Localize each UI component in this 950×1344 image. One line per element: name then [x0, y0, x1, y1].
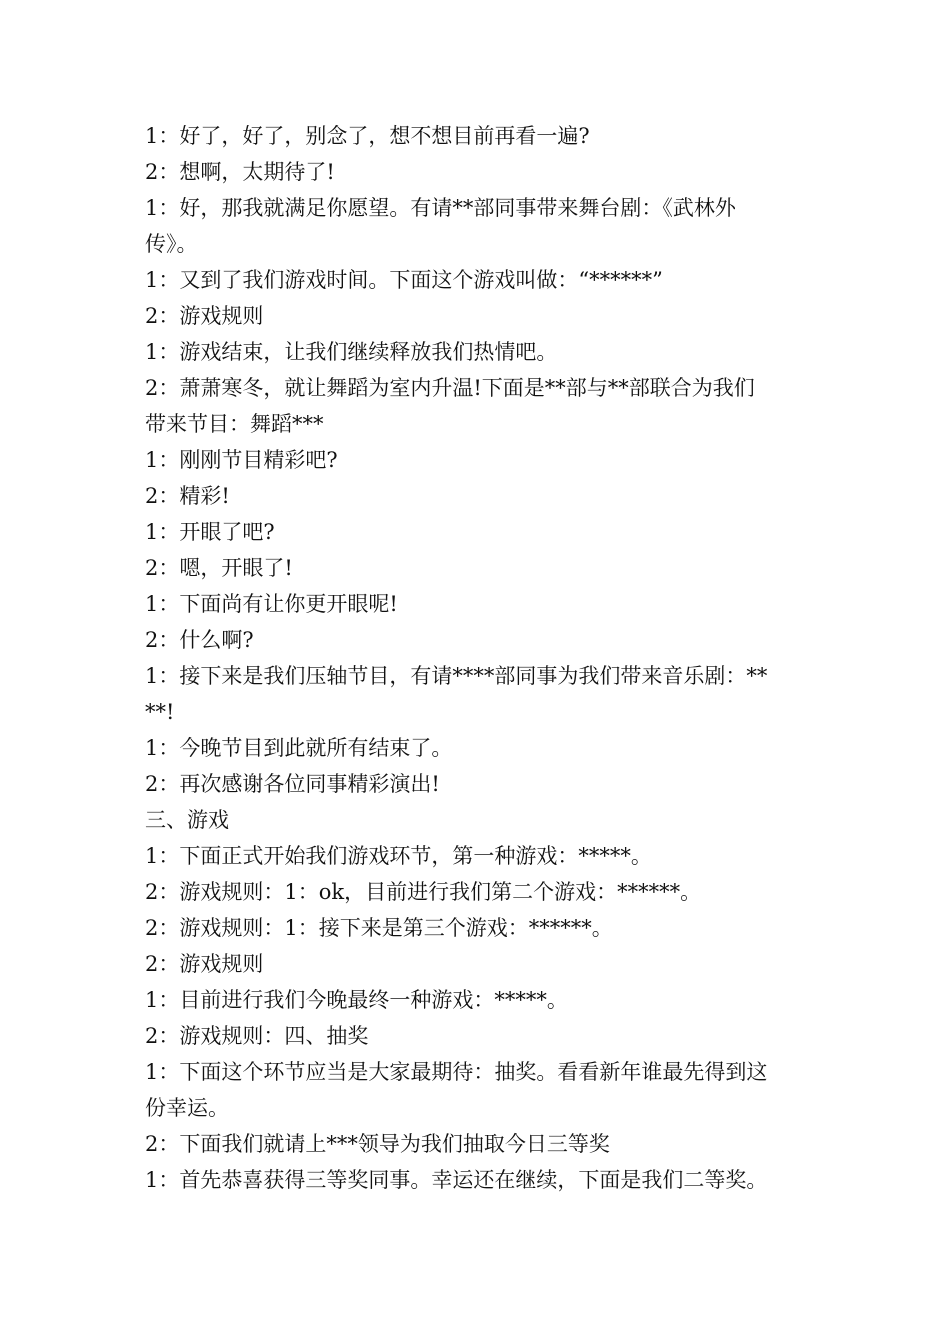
text-line: 2：游戏规则 [145, 304, 264, 328]
text-line: 1：首先恭喜获得三等奖同事。幸运还在继续，下面是我们二等奖。 [145, 1168, 768, 1192]
text-line: 2：游戏规则：1：ok，目前进行我们第二个游戏：******。 [145, 880, 702, 904]
section-heading: 三、游戏 [145, 808, 229, 832]
text-line: 1：今晚节目到此就所有结束了。 [145, 736, 453, 760]
text-line: **! [145, 700, 175, 724]
text-line: 2：游戏规则 [145, 952, 264, 976]
text-line: 1：下面正式开始我们游戏环节，第一种游戏：*****。 [145, 844, 652, 868]
text-line: 1：又到了我们游戏时间。下面这个游戏叫做：“******” [145, 268, 663, 292]
text-line: 2：什么啊? [145, 628, 254, 652]
text-line: 1：游戏结束，让我们继续释放我们热情吧。 [145, 340, 558, 364]
text-line: 1：接下来是我们压轴节目，有请****部同事为我们带来音乐剧：** [145, 664, 768, 688]
text-line: 1：好，那我就满足你愿望。有请**部同事带来舞台剧：《武林外 [145, 196, 736, 220]
text-line: 2：下面我们就请上***领导为我们抽取今日三等奖 [145, 1132, 610, 1156]
text-line: 1：目前进行我们今晚最终一种游戏：*****。 [145, 988, 568, 1012]
text-line: 1：下面这个环节应当是大家最期待：抽奖。看看新年谁最先得到这 [145, 1060, 768, 1084]
text-line: 2：嗯，开眼了! [145, 556, 293, 580]
document-body [145, 118, 815, 1198]
text-line: 2：精彩! [145, 484, 230, 508]
text-line: 1：开眼了吧? [145, 520, 275, 544]
text-line: 带来节目：舞蹈*** [145, 412, 324, 436]
text-line: 2：想啊，太期待了! [145, 160, 335, 184]
text-line: 传》。 [145, 232, 198, 256]
text-line: 2：游戏规则：1：接下来是第三个游戏：******。 [145, 916, 613, 940]
text-line: 2：再次感谢各位同事精彩演出! [145, 772, 440, 796]
text-line: 2：萧萧寒冬，就让舞蹈为室内升温!下面是**部与**部联合为我们 [145, 376, 755, 400]
text-line: 2：游戏规则：四、抽奖 [145, 1024, 369, 1048]
text-line: 1：好了，好了，别念了，想不想目前再看一遍? [145, 124, 590, 148]
text-line: 1：刚刚节目精彩吧? [145, 448, 338, 472]
text-line: 1：下面尚有让你更开眼呢! [145, 592, 398, 616]
text-line: 份幸运。 [145, 1096, 229, 1120]
